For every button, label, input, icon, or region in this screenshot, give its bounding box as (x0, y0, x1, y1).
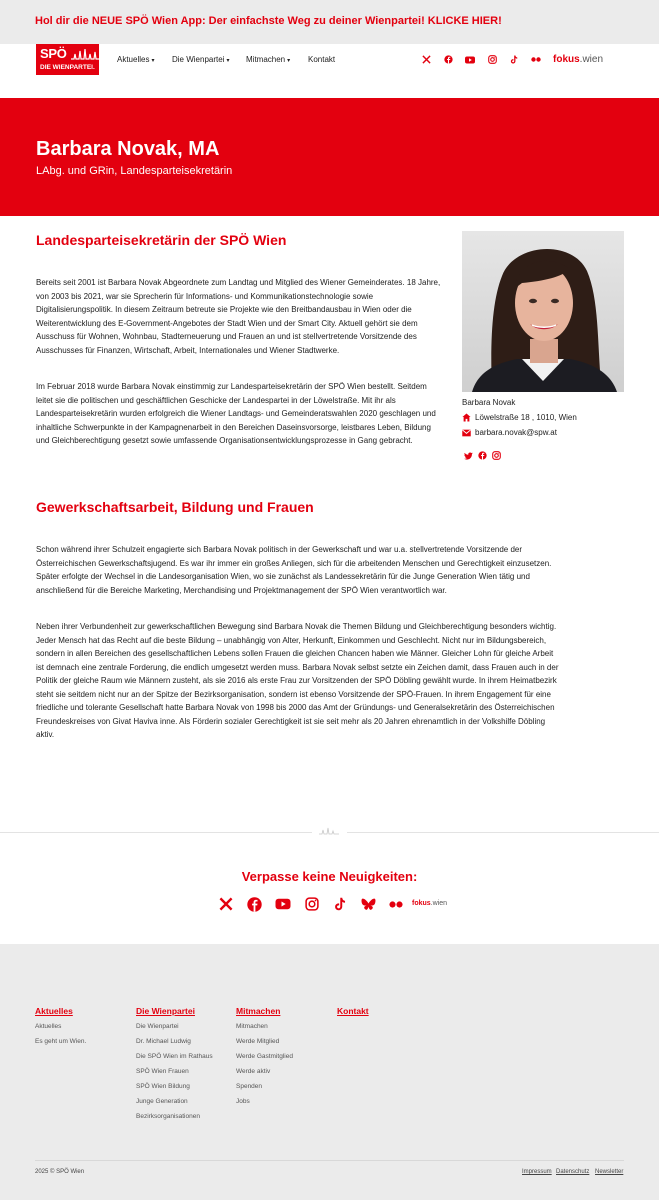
footer-column-kontakt (337, 1006, 369, 1022)
chevron-down-icon: ▾ (287, 58, 291, 64)
facebook-icon[interactable] (478, 447, 487, 465)
footer-link[interactable]: Die SPÖ Wien im Rathaus (136, 1053, 213, 1060)
chevron-down-icon: ▾ (151, 58, 155, 64)
tiktok-icon[interactable] (332, 896, 348, 912)
facebook-icon[interactable] (443, 54, 453, 65)
promo-link[interactable]: Hol dir die NEUE SPÖ Wien App: Der einfachste Weg zu deiner Wienpartei! KLICKE HIER! (35, 15, 502, 27)
section-title-landesparteisekretaerin: Landesparteisekretärin der SPÖ Wien (36, 232, 287, 248)
facebook-icon[interactable] (246, 896, 262, 912)
nav-item-label: Kontakt (308, 55, 336, 64)
footer-heading[interactable]: Kontakt (337, 1006, 369, 1016)
main-navbar (0, 44, 659, 98)
fokus-wien-link[interactable] (553, 54, 603, 65)
youtube-icon[interactable] (465, 54, 475, 65)
contact-social-links (464, 447, 501, 465)
divider-ornament-icon (318, 826, 340, 838)
spoe-logo[interactable] (36, 44, 99, 75)
paragraph: Neben ihrer Verbundenheit zur gewerkschaftlichen Bewegung sind Barbara Novak die Themen Bildung und Gleichberechtigung besonders wichtig. Jeder Mensch hat das Recht auf die beste Bildung – unabhängig von Alter, Herkunft, Einkommen und Geschlecht. Nicht nur im Bildungsbereich, sondern in allen Bereichen des gesellschaftlichen Lebens sollen Frauen die gleichen Chancen haben wie Männer. Gleicher Lohn für gleiche Arbeit ist demnach eine zentrale Forderung, die endlich umgesetzt werden muss. Barbara Novak selbst setzte ein Zeichen damit, dass Frauen auch in der Politik der gleiche Raum wie Männern zusteht, als sie 2016 als erste Frau zur Vorsitzenden der SPÖ Döbling gewählt wurde. In ihrem Heimatbezirk steht sie seitdem nicht nur an der Spitze der Bezirksorganisation, sondern ist ebenso Vorsitzende der SPÖ-Frauen. In ihrem Engagement für eine friedliche und tolerante Gesellschaft hatte Barbara Novak von 1998 bis 2000 das Amt der Gründungs- und Generalsekretärin des Österreichischen Freundeskreises von Givat Haviva inne. Als Förderin sozialer Gerechtigkeit ist sie seit mehr als 20 Jahren ehrenamtlich in der Volkshilfe Döbling aktiv. (36, 622, 559, 739)
chevron-down-icon: ▾ (226, 58, 230, 64)
instagram-icon[interactable] (492, 447, 501, 465)
x-icon[interactable] (421, 54, 431, 65)
paragraph: Schon während ihrer Schulzeit engagierte sich Barbara Novak politisch in der Gewerkschaft und war u.a. stellvertretende Vorsitzende der Österreichischen Gewerkschaftsjugend. Es war ihr immer ein großes Anliegen, sich für die arbeitenden Menschen und Gerechtigkeit einzusetzen. Später erfolgte der Wechsel in die Landesorganisation Wien, wo sie zunächst als Landessekretärin für die Junge Generation Wien tätig und anschließend für die Bereiche Marketing, Merchandising und Projektmanagement der SPÖ Wien verantwortlich war. (36, 545, 552, 595)
contact-address-text: Löwelstraße 18 , 1010, Wien (475, 413, 577, 422)
newsletter-title: Verpasse keine Neuigkeiten: (241, 869, 418, 884)
footer-link[interactable]: Werde aktiv (236, 1068, 271, 1075)
fokus-brand: fokus (553, 54, 580, 65)
footer-heading[interactable]: Mitmachen (236, 1006, 281, 1016)
fokus-suffix: .wien (430, 900, 448, 907)
home-icon (462, 413, 471, 422)
nav-item-kontakt[interactable] (308, 55, 335, 64)
nav-item-aktuelles[interactable] (117, 55, 154, 64)
flickr-icon[interactable] (388, 896, 404, 912)
footer-link[interactable]: Bezirksorganisationen (136, 1113, 200, 1120)
x-icon[interactable] (218, 896, 234, 912)
footer-heading[interactable]: Aktuelles (35, 1006, 73, 1016)
portrait-photo (462, 231, 624, 392)
footer-column-aktuelles (35, 1006, 86, 1052)
divider (0, 832, 312, 833)
copyright: 2025 © SPÖ Wien (35, 1169, 85, 1175)
footer-heading[interactable]: Die Wienpartei (136, 1006, 195, 1016)
footer-link[interactable]: Die Wienpartei (136, 1023, 179, 1030)
footer-link[interactable]: Aktuelles (35, 1023, 62, 1030)
footer-link[interactable]: Jobs (236, 1098, 250, 1105)
contact-email-text: barbara.novak@spw.at (475, 428, 557, 437)
contact-address (462, 413, 577, 422)
paragraph: Bereits seit 2001 ist Barbara Novak Abgeordnete zum Landtag und Mitglied des Wiener Gemeinderates. 18 Jahre, von 2003 bis 2021, war sie Sprecherin für Informations- und Kommunikationstechnologie sowie Digitalisierungspolitik. In diesem Zeitraum betreute sie Projekte wie den Breitbandausbau in Wien oder die Weiterentwicklung des E-Government-Angebotes der Stadt Wien und der Smart City. Aktuell gehört sie dem Ausschuss für Wohnen, Wohnbau, Stadterneuerung und Frauen an und ist stellvertretende Vorsitzende des Ausschusses für Finanzen, Wirtschaft, Arbeit, Internationales und Wiener Stadtwerke. (36, 278, 441, 355)
newsletter-link[interactable]: Newsletter (595, 1169, 624, 1175)
fokus-wien-link[interactable] (412, 900, 447, 907)
fokus-brand: fokus (412, 900, 431, 907)
nav-item-label: Mitmachen (246, 55, 286, 64)
twitter-icon[interactable] (464, 447, 473, 465)
footer-link[interactable]: Spenden (236, 1083, 263, 1090)
bluesky-icon[interactable] (360, 896, 376, 912)
instagram-icon[interactable] (487, 54, 497, 65)
logo-wordmark: SPÖ (40, 46, 67, 61)
footer-link[interactable]: Es geht um Wien. (35, 1038, 87, 1045)
nav-item-label: Aktuelles (117, 55, 150, 64)
contact-name: Barbara Novak (462, 398, 516, 407)
skyline-icon (70, 48, 100, 61)
footer-link[interactable]: Mitmachen (236, 1023, 268, 1030)
footer-column-die-wienpartei (136, 1006, 213, 1127)
footer-link[interactable]: Junge Generation (136, 1098, 188, 1105)
logo-subline: DIE WIENPARTEI. (40, 64, 95, 71)
tiktok-icon[interactable] (509, 54, 519, 65)
datenschutz-link[interactable]: Datenschutz (556, 1169, 590, 1175)
nav-item-mitmachen[interactable] (246, 55, 290, 64)
divider (347, 832, 659, 833)
footer-link[interactable]: SPÖ Wien Bildung (136, 1083, 190, 1090)
instagram-icon[interactable] (304, 896, 320, 912)
section-title-gewerkschaftsarbeit: Gewerkschaftsarbeit, Bildung und Frauen (36, 499, 314, 515)
nav-item-label: Die Wienpartei (172, 55, 225, 64)
page-subtitle: LAbg. und GRin, Landesparteisekretärin (36, 165, 233, 177)
contact-email[interactable] (462, 428, 557, 437)
footer-link[interactable]: SPÖ Wien Frauen (136, 1068, 189, 1075)
nav-item-die-wienpartei[interactable] (172, 55, 229, 64)
footer-link[interactable]: Werde Mitglied (236, 1038, 280, 1045)
hero-banner (0, 98, 659, 216)
footer-link[interactable]: Werde Gastmitglied (236, 1053, 293, 1060)
footer-link[interactable]: Dr. Michael Ludwig (136, 1038, 191, 1045)
youtube-icon[interactable] (275, 896, 291, 912)
impressum-link[interactable]: Impressum (522, 1169, 552, 1175)
footer-column-mitmachen (236, 1006, 293, 1112)
footer-divider (35, 1160, 624, 1161)
fokus-suffix: .wien (579, 54, 604, 65)
page-title: Barbara Novak, MA (36, 138, 220, 160)
paragraph: Im Februar 2018 wurde Barbara Novak einstimmig zur Landesparteisekretärin der SPÖ Wien bestellt. Seitdem leitet sie die politischen und geschäftlichen Geschicke der Landespartei in der Löwelstraße. Mit ihr als Landesparteisekretärin wurden erfolgreich die Wiener Landtags- und Gemeinderatswahlen 2020 geschlagen und inhaltliche Schwerpunkte in der Kampagnenarbeit in den Bereichen Daseinsvorsorge, leistbares Leben, Bildung und Gleichberechtigung gesetzt sowie umfassende Organisationsentwicklungsprozesse in Gang gebracht. (36, 382, 436, 445)
mail-icon (462, 429, 471, 437)
flickr-icon[interactable] (530, 54, 541, 65)
promo-bar (0, 0, 659, 44)
footer (0, 944, 659, 1200)
